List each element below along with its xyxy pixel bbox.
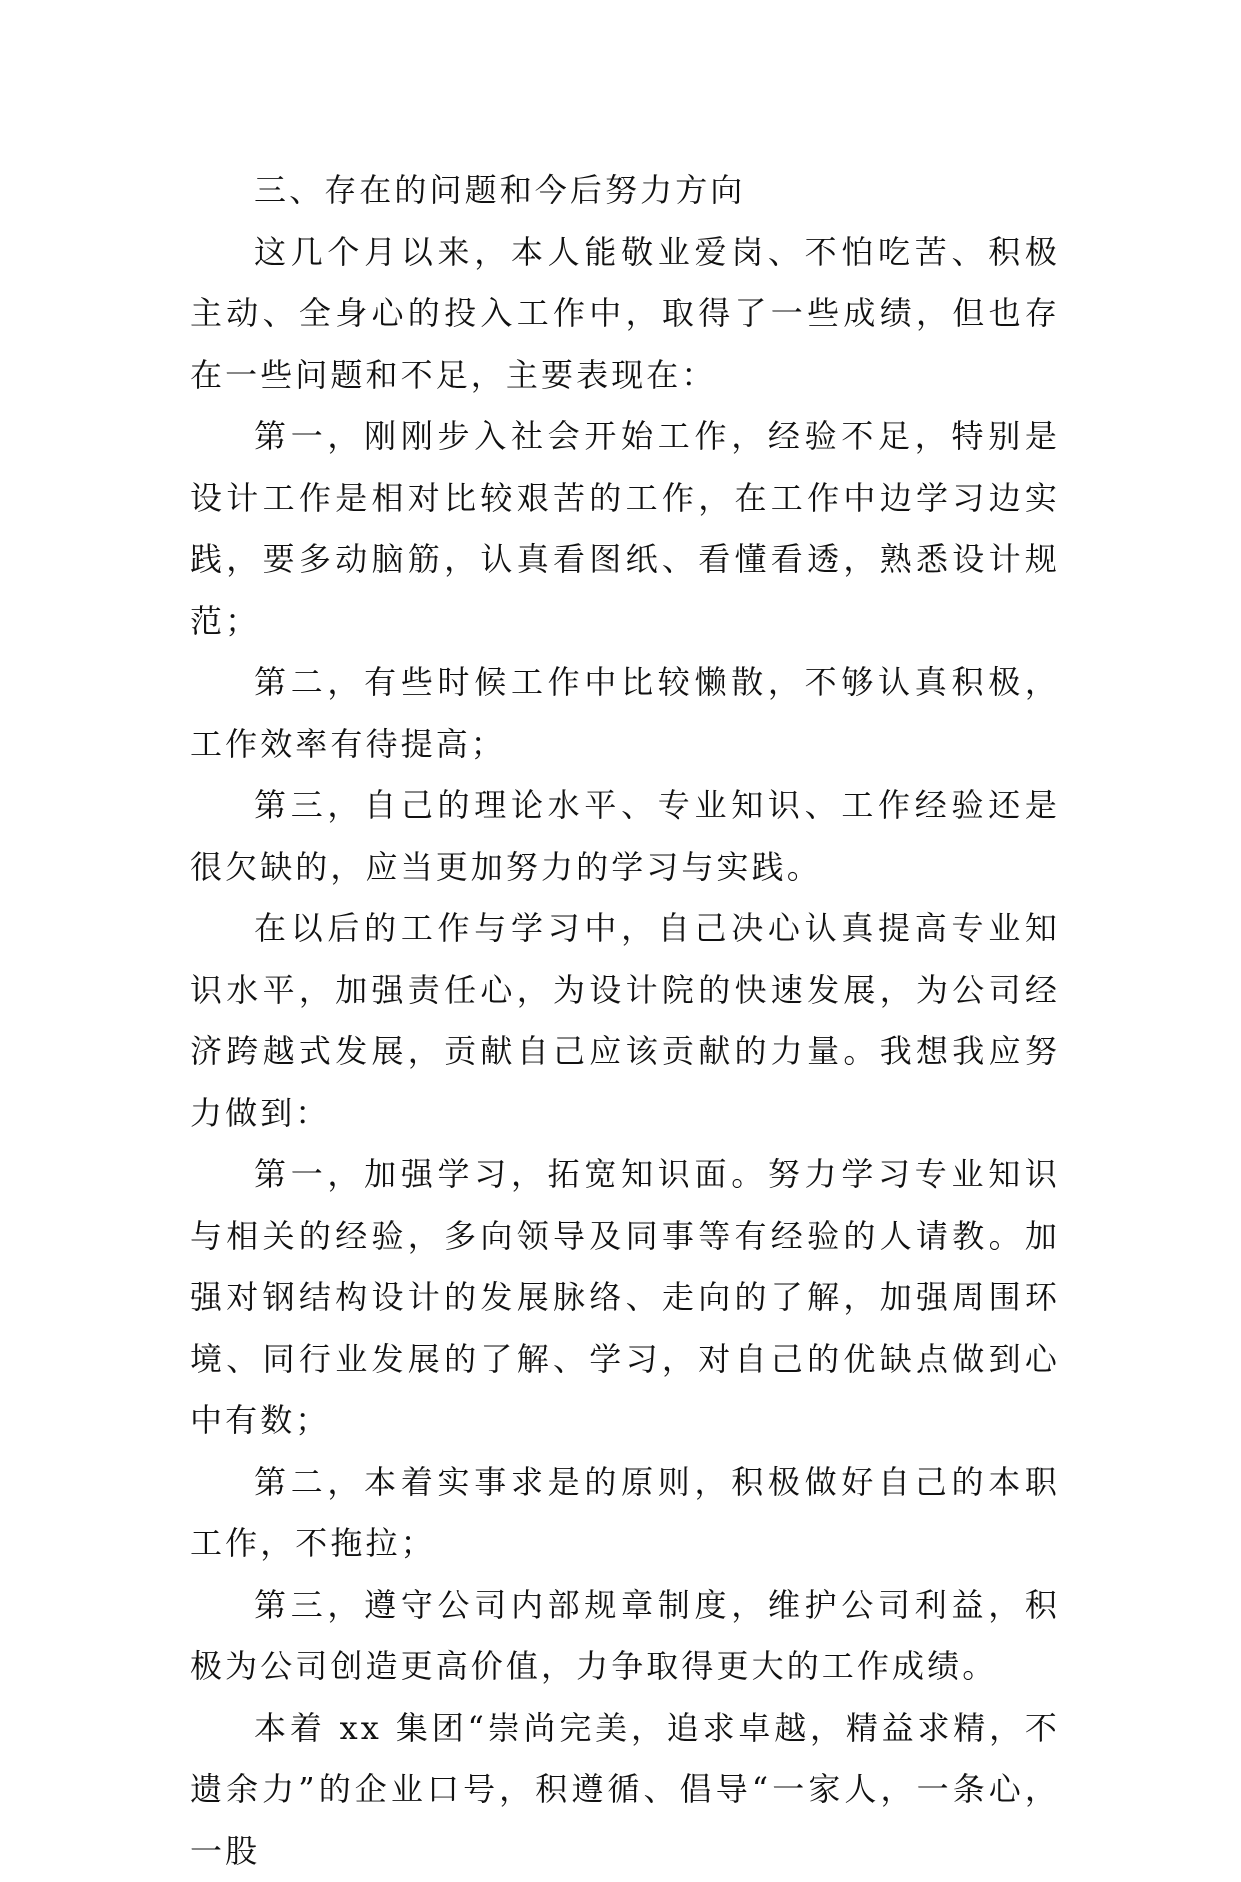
paragraph-2: 第一，刚刚步入社会开始工作，经验不足，特别是设计工作是相对比较艰苦的工作，在工作中边学习边实践，要多动脑筋，认真看图纸、看懂看透，熟悉设计规范； — [190, 406, 1060, 652]
paragraph-6: 第一，加强学习，拓宽知识面。努力学习专业知识与相关的经验，多向领导及同事等有经验的人请教。加强对钢结构设计的发展脉络、走向的了解，加强周围环境、同行业发展的了解、学习，对自己的优缺点做到心中有数； — [190, 1144, 1060, 1452]
section-heading: 三、存在的问题和今后努力方向 — [190, 160, 1060, 222]
paragraph-3: 第二，有些时候工作中比较懒散，不够认真积极，工作效率有待提高； — [190, 652, 1060, 775]
paragraph-1: 这几个月以来，本人能敬业爱岗、不怕吃苦、积极主动、全身心的投入工作中，取得了一些成绩，但也存在一些问题和不足，主要表现在： — [190, 222, 1060, 407]
paragraph-7: 第二，本着实事求是的原则，积极做好自己的本职工作，不拖拉； — [190, 1452, 1060, 1575]
paragraph-9: 本着 xx 集团“崇尚完美，追求卓越，精益求精，不遗余力”的企业口号，积遵循、倡导“一家人，一条心，一股 — [190, 1698, 1060, 1882]
paragraph-5: 在以后的工作与学习中，自己决心认真提高专业知识水平，加强责任心，为设计院的快速发展，为公司经济跨越式发展，贡献自己应该贡献的力量。我想我应努力做到： — [190, 898, 1060, 1144]
document-body — [190, 160, 1060, 1882]
paragraph-8: 第三，遵守公司内部规章制度，维护公司利益，积极为公司创造更高价值，力争取得更大的工作成绩。 — [190, 1575, 1060, 1698]
paragraph-4: 第三，自己的理论水平、专业知识、工作经验还是很欠缺的，应当更加努力的学习与实践。 — [190, 775, 1060, 898]
